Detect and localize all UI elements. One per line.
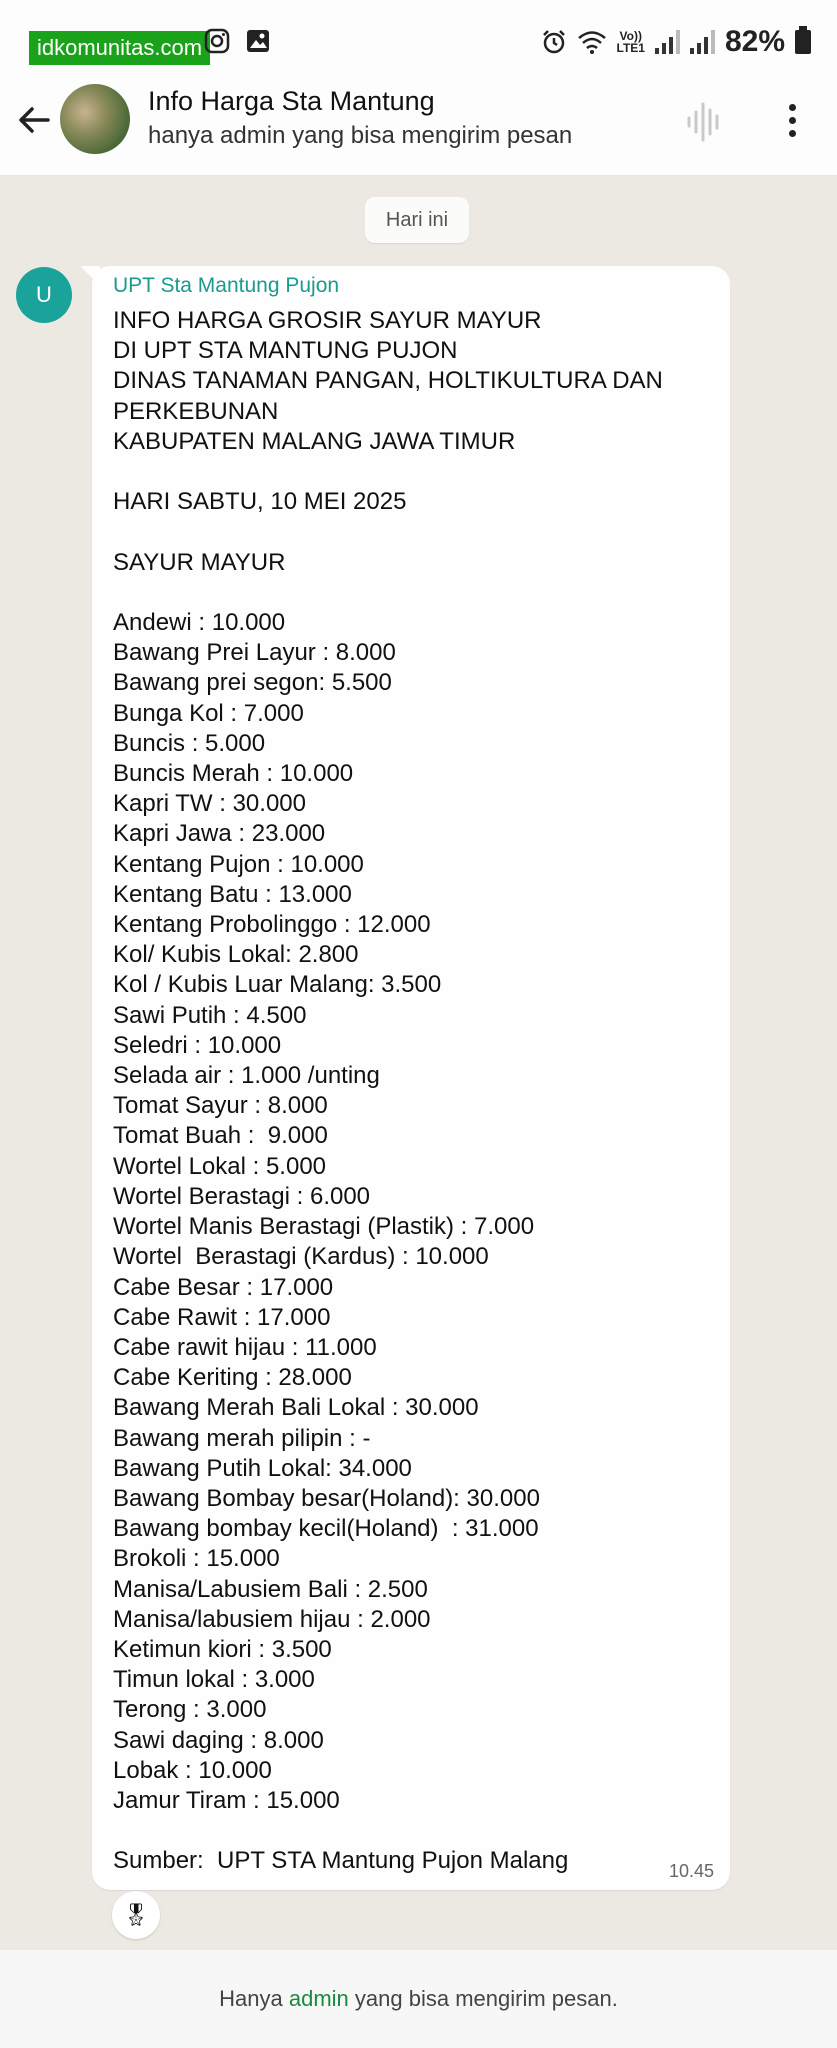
admin-only-notice xyxy=(0,1950,837,2048)
chat-subtitle: hanya admin yang bisa mengirim pesan xyxy=(148,122,573,149)
admin-link[interactable]: admin xyxy=(288,1986,349,2011)
gallery-icon xyxy=(245,28,271,54)
date-divider: Hari ini xyxy=(365,197,469,243)
status-bar xyxy=(0,0,837,78)
signal-icon-2 xyxy=(690,30,715,54)
more-options-icon[interactable] xyxy=(780,100,804,140)
back-arrow-icon[interactable] xyxy=(14,100,54,140)
message-time: 10.45 xyxy=(668,1861,714,1881)
battery-percent: 82% xyxy=(724,25,785,58)
voice-chat-icon[interactable] xyxy=(685,100,725,144)
instagram-icon xyxy=(204,28,230,54)
system-status xyxy=(541,22,812,62)
wifi-icon xyxy=(577,29,607,55)
chat-title[interactable]: Info Harga Sta Mantung xyxy=(148,86,435,116)
volte-icon: Vo)) LTE1 xyxy=(616,29,645,55)
sender-avatar[interactable]: U xyxy=(16,267,72,323)
message-bubble[interactable] xyxy=(92,266,730,1890)
alarm-icon xyxy=(541,29,567,55)
notice-prefix: Hanya xyxy=(219,1986,289,2011)
medal-reaction-icon[interactable]: 🎖 xyxy=(112,1891,160,1939)
chat-header xyxy=(0,78,837,176)
battery-icon xyxy=(795,30,811,54)
notification-icons xyxy=(204,28,271,61)
signal-icon-1 xyxy=(655,30,680,54)
notice-suffix: yang bisa mengirim pesan. xyxy=(348,1986,618,2011)
message-text: INFO HARGA GROSIR SAYUR MAYUR DI UPT STA MANTUNG PUJON DINAS TANAMAN PANGAN, HOLTIKULTURA DAN PERKEBUNAN KABUPATEN MALANG JAWA TIMUR HARI SABTU, 10 MEI 2025 SAYUR MAYUR Andewi : 10.000 Bawang Prei Layur : 8.000 Bawang prei segon: 5.500 Bunga Kol : 7.000 Buncis : 5.000 Buncis Merah : 10.000 Kapri TW : 30.000 Kapri Jawa : 23.000 Kentang Pujon : 10.000 Kentang Batu : 13.000 Kentang Probolinggo : 12.000 Kol/ Kubis Lokal: 2.800 Kol / Kubis Luar Malang: 3.500 Sawi Putih : 4.500 Seledri : 10.000 Selada air : 1.000 /unting Tomat Sayur : 8.000 Tomat Buah : 9.000 Wortel Lokal : 5.000 Wortel Berastagi : 6.000 Wortel Manis Berastagi (Plastik) : 7.000 Wortel Berastagi (Kardus) : 10.000 Cabe Besar : 17.000 Cabe Rawit : 17.000 Cabe rawit hijau : 11.000 Cabe Keriting : 28.000 Bawang Merah Bali Lokal : 30.000 Bawang merah pilipin : - Bawang Putih Lokal: 34.000 Bawang Bombay besar(Holand): 30.000 Bawang bombay kecil(Holand) : 31.000 Brokoli : 15.000 Manisa/Labusiem Bali : 2.500 Manisa/labusiem hijau : 2.000 Ketimun kiori : 3.500 Timun lokal : 3.000 Terong : 3.000 Sawi daging : 8.000 Lobak : 10.000 Jamur Tiram : 15.000 Sumber: UPT STA Mantung Pujon Malang xyxy=(113,307,663,1875)
watermark: idkomunitas.com xyxy=(29,31,210,65)
group-avatar[interactable] xyxy=(60,84,130,154)
sender-name[interactable]: UPT Sta Mantung Pujon xyxy=(113,274,340,297)
